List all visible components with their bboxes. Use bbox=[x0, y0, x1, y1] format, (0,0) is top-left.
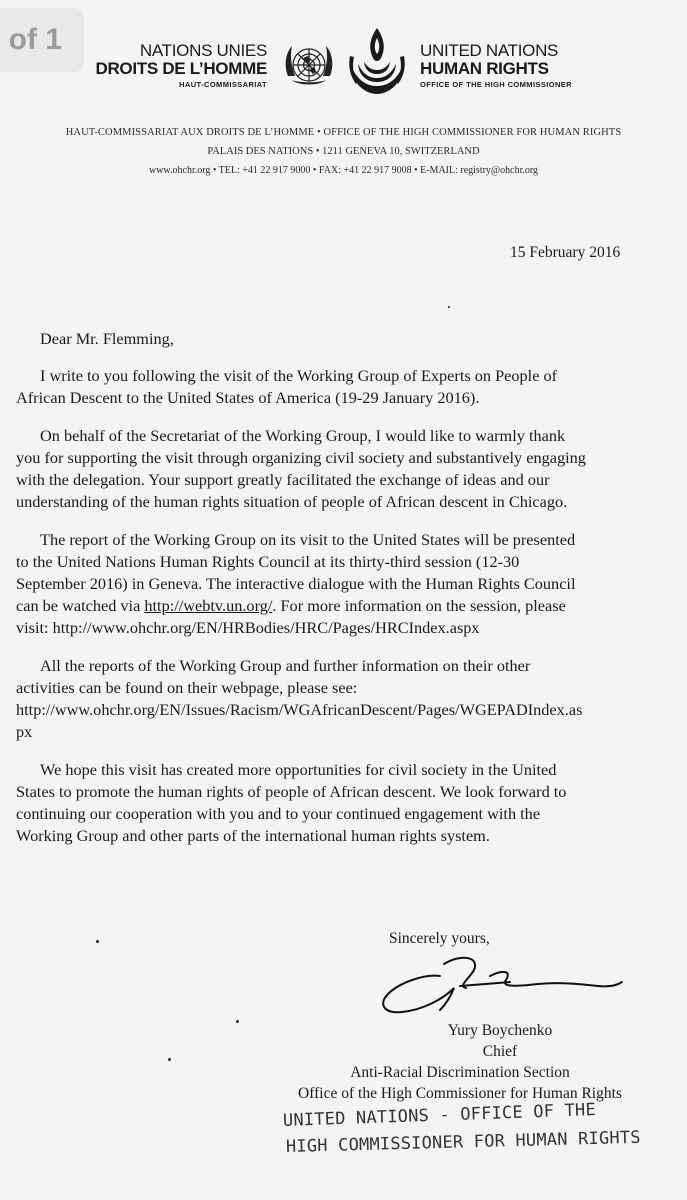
address-line1: HAUT-COMMISSARIAT AUX DROITS DE L’HOMME • OFFICE OF THE HIGH COMMISSIONER FOR HUMAN RIGHTS bbox=[65, 127, 622, 138]
paragraph-1 bbox=[16, 365, 666, 409]
paper-speck bbox=[236, 1020, 239, 1023]
paragraph-line: September 2016) in Geneva. The interactive dialogue with the Human Rights Council bbox=[16, 574, 576, 593]
letterhead-left-line3: HAUT-COMMISSARIAT bbox=[179, 80, 267, 89]
letterhead-left-line2: DROITS DE L’HOMME bbox=[95, 59, 267, 78]
letterhead-french bbox=[95, 42, 267, 89]
paper-speck bbox=[168, 1058, 171, 1061]
letterhead-address bbox=[0, 123, 687, 180]
paragraph-line: States to promote the human rights of people of African descent. We look forward to bbox=[16, 782, 567, 801]
webtv-link[interactable]: http://webtv.un.org/ bbox=[144, 596, 273, 615]
address-line2: PALAIS DES NATIONS • 1211 GENEVA 10, SWITZERLAND bbox=[207, 146, 480, 157]
letter-body bbox=[16, 328, 666, 863]
paragraph-line: We hope this visit has created more opportunities for civil society in the United bbox=[40, 760, 557, 779]
paragraph-line: activities can be found on their webpage, please see: bbox=[16, 678, 358, 697]
office-stamp bbox=[282, 1100, 641, 1160]
letterhead-right-line1: UNITED NATIONS bbox=[420, 41, 559, 60]
paragraph-2 bbox=[16, 425, 666, 513]
paragraph-5 bbox=[16, 759, 666, 847]
handwritten-signature bbox=[370, 940, 630, 1020]
link-suffix-text: . For more information on the session, please bbox=[272, 596, 566, 615]
letter-date: 15 February 2016 bbox=[510, 244, 621, 261]
paragraph-line: The report of the Working Group on its visit to the United States will be presented bbox=[40, 530, 576, 549]
paragraph-line: visit: http://www.ohchr.org/EN/HRBodies/HRC/Pages/HRCIndex.aspx bbox=[16, 618, 480, 637]
paragraph-line: http://www.ohchr.org/EN/Issues/Racism/WGAfricanDescent/Pages/WGEPADIndex.as bbox=[16, 700, 583, 719]
paragraph-line: you for supporting the visit through organizing civil society and substantively engaging bbox=[16, 448, 586, 467]
paragraph-line: On behalf of the Secretariat of the Working Group, I would like to warmly thank bbox=[40, 426, 566, 445]
stamp-line2: HIGH COMMISSIONER FOR HUMAN RIGHTS bbox=[285, 1127, 641, 1157]
paragraph-line: Working Group and other parts of the international human rights system. bbox=[16, 826, 490, 845]
letterhead-left-line1: NATIONS UNIES bbox=[139, 41, 267, 60]
paragraph-line: to the United Nations Human Rights Council at its thirty-third session (12-30 bbox=[16, 552, 520, 571]
paper-speck bbox=[96, 940, 99, 943]
human-rights-emblem-icon bbox=[346, 24, 408, 98]
letterhead-right-line2: HUMAN RIGHTS bbox=[420, 59, 549, 78]
salutation: Dear Mr. Flemming, bbox=[40, 329, 174, 348]
signer-name: Yury Boychenko bbox=[447, 1022, 553, 1039]
paragraph-line: African Descent to the United States of America (19-29 January 2016). bbox=[16, 388, 480, 407]
signature-block bbox=[250, 1020, 670, 1104]
letterhead-english bbox=[420, 42, 572, 89]
paper-speck bbox=[448, 306, 450, 308]
signer-section: Anti-Racial Discrimination Section bbox=[350, 1064, 570, 1081]
page-count-badge: of 1 bbox=[0, 8, 84, 72]
signer-office: Office of the High Commissioner for Human Rights bbox=[298, 1085, 622, 1102]
letterhead-right-line3: OFFICE OF THE HIGH COMMISSIONER bbox=[420, 80, 572, 89]
paragraph-line: continuing our cooperation with you and to your continued engagement with the bbox=[16, 804, 541, 823]
paragraph-line: understanding of the human rights situation of people of African descent in Chicago. bbox=[16, 492, 568, 511]
signer-title: Chief bbox=[482, 1043, 518, 1060]
paragraph-line-with-link bbox=[16, 595, 666, 617]
paragraph-line: All the reports of the Working Group and further information on their other bbox=[40, 656, 531, 675]
address-line3: www.ohchr.org • TEL: +41 22 917 9000 • FAX: +41 22 917 9008 • E-MAIL: registry@ohchr.org bbox=[148, 165, 539, 176]
letterhead bbox=[0, 24, 687, 104]
link-prefix-text: can be watched via bbox=[16, 596, 145, 615]
paragraph-3 bbox=[16, 529, 666, 639]
paragraph-line: with the delegation. Your support greatly facilitated the exchange of ideas and our bbox=[16, 470, 550, 489]
paragraph-line: px bbox=[16, 722, 33, 741]
paragraph-line: I write to you following the visit of the Working Group of Experts on People of bbox=[40, 366, 558, 385]
paragraph-4 bbox=[16, 655, 666, 743]
closing: Sincerely yours, bbox=[389, 930, 490, 947]
stamp-line1: UNITED NATIONS - OFFICE OF THE bbox=[282, 1100, 597, 1131]
un-emblem-icon bbox=[280, 36, 338, 94]
